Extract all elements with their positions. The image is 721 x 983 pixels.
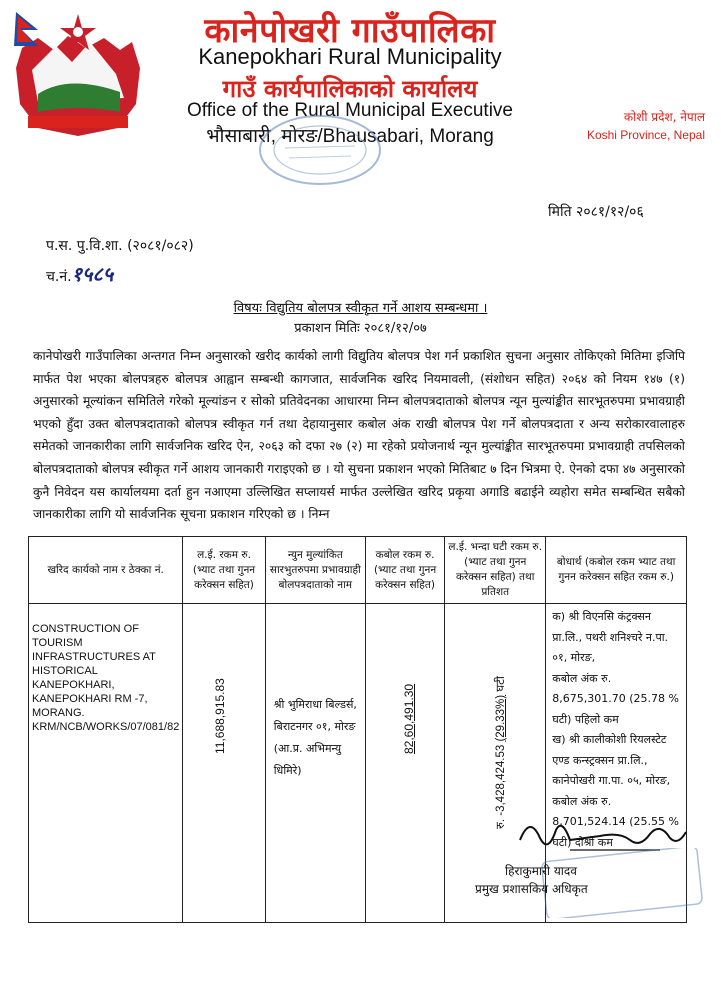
subject-line: विषयः विद्युतिय बोलपत्र स्वीकृत गर्ने आशय सम्बन्धमा । [233,301,488,316]
dispatch-label: च.नं. [46,269,72,285]
header-estimate: ल.ई. रकम रु. (भ्याट तथा गुनन करेक्सन सहित) [183,537,265,604]
header-less: ल.ई. भन्दा घटी रकम रु. (भ्याट तथा गुनन करेक्सन सहित) तथा प्रतिशत [445,537,546,604]
dispatch-number [46,260,113,287]
remark-line: कबोल अंक रु. 8,701,524.14 (25.55 % घटी) दोश्रो कम [552,794,679,849]
province-np: कोशी प्रदेश, नेपाल [623,110,705,124]
bid-value: 82,60,491.30 [401,683,416,754]
header-bid: कबोल रकम रु. (भ्याट तथा गुनन करेक्सन सहित) [365,537,444,604]
less-value: रु. -3,428,424.53 (29.33%) घटी [495,676,508,829]
remark-line: ख) श्री कालीकोशी रियलस्टेट एण्ड कन्स्ट्रक्सन प्रा.लि., कानेपोखरी गा.पा. ०५, मोरङ, [552,733,671,787]
province-en: Koshi Province, Nepal [586,128,705,142]
municipality-name-en: Kanepokhari Rural Municipality [198,44,502,69]
office-stamp-icon [255,110,385,190]
estimate-value: 11,688,915.83 [213,678,228,754]
publish-date: प्रकाशन मितिः २०८१/१२/०७ [294,321,427,336]
cell-project: CONSTRUCTION OF TOURISM INFRASTRUCTURES AT HISTORICAL KANEPOKHARI, KANEPOKHARI RM -7, MORANG. KRM/NCB/WORKS/07/081/82 [29,604,183,923]
notice-body: कानेपोखरी गाउँपालिका अन्तगत निम्न अनुसारको खरीद कार्यको लागी विद्युतिय बोलपत्र पेश गर्न प्रकाशित सुचना अनुसार तोकिएको मितिमा इजिपि मार्फत पेश भएका बोलपत्रहरु बोलपत्र आह्वान सम्बन्धी कागजात, सार्वजनिक खरिद नियमावली, (संशोधन सहित) २०६४ को नियम १४७ (१) अनुसारको मूल्यांकन समितिले गरेको मूल्यांङन र सोको प्रतिवेदनका आधारमा निम्न बोलपत्रदाताको बोलपत्र न्यून मुल्यांङ्कीत सारभूतरुपमा प्रभावग्राही भएको हुँदा उक्त बोलपत्रदाताको बोलपत्र स्वीकृत गर्न तथा देहायानुसार कबोल अंक राखी बोलपत्र पेश गर्ने बोलपत्रदाता र अन्य सरोकारवालाहरु समेतको जानकारीका लागि सार्वजनिक खरिद ऐन, २०६३ को दफा २७ (२) मा रहेको प्रयोजनार्थ न्यून मुल्यांङ्कीत सारभूतरुपमा प्रभावग्राही तपसिलको बोलपत्रदाताको बोलपत्र स्वीकृत गर्ने आशय जानकारी गराइएको छ । यो सुचना प्रकाशन भएको मितिबाट ७ दिन भित्रमा ऐ. ऐनको दफा ४७ अनुसारको कुनै निवेदन यस कार्यालयमा दर्ता हुन नआएमा उल्लिखित सप्लायर्स मार्फत उल्लेखित खरिद प्रकृया अगाडि बढाईने व्यहोरा समेत सम्बन्धित सबैको जानकारीका लागि यो सार्वजनिक सूचना प्रकाशन गरिएको छ । निम्न [33,349,685,522]
municipality-name-np: कानेपोखरी गाउँपालिका [204,11,496,51]
cell-bid [365,604,444,923]
header-supplier: न्युन मुल्यांकित सारभुतरुपमा प्रभावग्राही बोलपत्रदाताको नाम [265,537,365,604]
dispatch-value: १५८५ [71,262,114,286]
header-project: खरिद कार्यको नाम र ठेक्का नं. [29,537,183,604]
remark-line: कबोल अंक रु. 8,675,301.70 (25.78 % घटी) पहिलो कम [552,671,679,726]
nepal-emblem-icon [8,8,148,138]
cell-estimate [183,604,265,923]
header-remarks: बोधार्थ (कबोल रकम भ्याट तथा गुनन करेक्सन सहित रकम रु.) [546,537,687,604]
remark-line: क) श्री विएनसि कंट्रक्सन प्रा.लि., पथरी शनिश्चरे न.पा. ०१, मोरङ, [552,610,669,664]
table-header-row [29,537,687,604]
office-address: भौसाबारी, मोरङ/Bhausabari, Morang [206,126,494,147]
signatory-name: हिराकुमारी यादव [505,864,577,878]
office-name-en: Office of the Rural Municipal Executive [187,100,513,121]
letter-date: मिति २०८१/१२/०६ [548,204,644,220]
office-name-np: गाउँ कार्यपालिकाको कार्यालय [222,75,478,103]
fiscal-year-ref: प.स. पु.वि.शा. (२०८१/०८२) [46,238,194,254]
cell-supplier: श्री भुमिराधा बिल्डर्स, बिराटनगर ०१, मोरङ (आ.प्र. अभिमन्यु धिमिरे) [265,604,365,923]
signatory-title: प्रमुख प्रशासकिय अधिकृत [475,882,588,896]
